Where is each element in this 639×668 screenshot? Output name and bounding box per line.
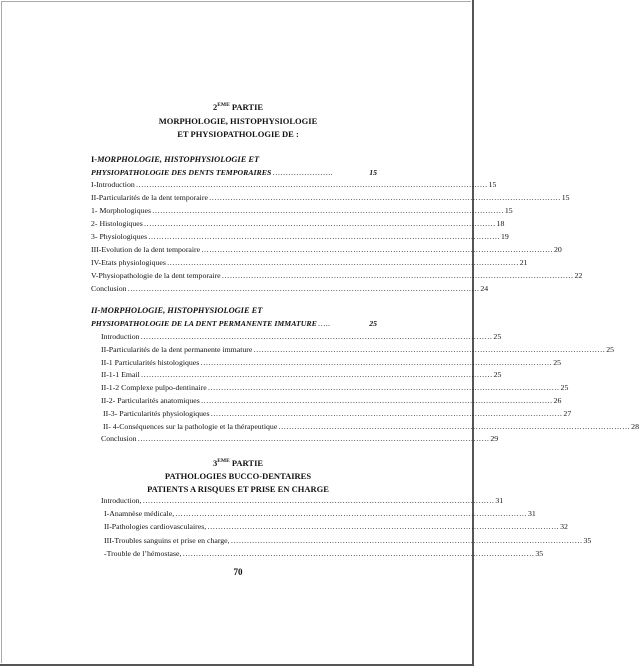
toc-entry (101, 357, 561, 367)
leader-dots: ………………….. (272, 168, 333, 177)
toc-entry-label: II-1 Particularités histologiques (101, 357, 200, 367)
leader-dots: …………………………………………………………………………………………………………………… (142, 496, 495, 505)
section2-heading-line2 (91, 319, 377, 328)
toc-entry-label: II-Pathologies cardiovasculaires, (104, 522, 207, 532)
toc-entry-label: 3- Physiologiques (91, 232, 148, 241)
toc-entry-label: III-Troubles sanguins et prise en charge, (104, 535, 230, 545)
toc-entry (91, 219, 505, 228)
section2-heading-line1: II-MORPHOLOGIE, HISTOPHYSIOLOGIE ET (91, 306, 263, 315)
section2-heading-page: 25 (369, 319, 377, 328)
toc-entry-label: II-3- Particularités physiologiques (103, 408, 210, 418)
toc-entry-page: 32 (560, 522, 568, 532)
part2-sup: EME (217, 102, 230, 108)
leader-dots: ….. (317, 319, 331, 328)
toc-entry (101, 344, 614, 354)
toc-entry-label: Conclusion (101, 434, 137, 444)
part2-word: PARTIE (229, 102, 264, 112)
toc-entry-page: 29 (490, 434, 499, 444)
leader-dots: …………………………………………………………………………………………………………………… (140, 332, 493, 341)
toc-entry (101, 383, 569, 393)
toc-entry-label: I-Introduction (91, 180, 135, 189)
leader-dots: …………………………………………………………………………………………………………………… (143, 219, 496, 228)
toc-entry (101, 496, 504, 505)
leader-dots: …………………………………………………………………………………………………………………… (221, 271, 574, 280)
part2-number: 2 (212, 102, 218, 112)
leader-dots: …………………………………………………………………………………………………………………… (127, 284, 480, 293)
toc-entry (91, 271, 583, 280)
page-number: 70 (233, 567, 243, 577)
toc-entry-page: 25 (493, 370, 502, 380)
toc-entry-page: 21 (519, 258, 528, 267)
toc-entry-label: Conclusion (91, 284, 127, 293)
leader-dots: …………………………………………………………………………………………………………………… (207, 522, 560, 532)
leader-dots: …………………………………………………………………………………………………………………… (140, 370, 493, 380)
leader-dots: …………………………………………………………………………………………………………………… (166, 258, 519, 267)
toc-entry-page: 15 (488, 180, 497, 189)
toc-entry-page: 25 (606, 344, 614, 354)
part3-title (0, 458, 476, 468)
toc-entry-page: 24 (480, 284, 489, 293)
leader-dots: …………………………………………………………………………………………………………………… (175, 509, 528, 519)
toc-entry-page: 19 (500, 232, 509, 241)
section1-heading-label: PHYSIOPATHOLOGIE DES DENTS TEMPORAIRES (91, 168, 272, 177)
part3-line1: PATHOLOGIES BUCCO-DENTAIRES (164, 471, 312, 481)
toc-entry-label: II-2- Particularités anatomiques (101, 396, 200, 405)
toc-entry-page: 22 (574, 271, 583, 280)
toc-entry-page: 28 (631, 421, 639, 431)
toc-entry-page: 18 (496, 219, 505, 228)
toc-entry (101, 434, 499, 444)
toc-entry-label: V-Physiopathologie de la dent temporaire (91, 271, 221, 280)
leader-dots: …………………………………………………………………………………………………………………… (137, 434, 490, 444)
toc-entry-page: 31 (528, 509, 536, 519)
leader-dots: …………………………………………………………………………………………………………………… (207, 383, 560, 393)
toc-entry-label: I-Anamnèse médicale, (104, 509, 175, 519)
toc-entry (104, 535, 592, 545)
part2-title (0, 102, 476, 112)
toc-entry (104, 522, 568, 532)
leader-dots: …………………………………………………………………………………………………………………… (210, 408, 563, 418)
part3-word: PARTIE (229, 458, 264, 468)
toc-entry-label: Introduction, (101, 496, 142, 505)
leader-dots: …………………………………………………………………………………………………………………… (200, 357, 553, 367)
toc-entry-label: IV-Etats physiologiques (91, 258, 166, 267)
part3-number: 3 (212, 458, 218, 468)
section1-heading-prefix: I- (91, 155, 98, 164)
leader-dots: …………………………………………………………………………………………………………………… (253, 344, 606, 354)
section1-heading-text: MORPHOLOGIE, HISTOPHYSIOLOGIE ET (97, 155, 260, 164)
toc-entry-page: 15 (561, 193, 570, 202)
toc-entry-page: 25 (553, 357, 561, 367)
leader-dots: …………………………………………………………………………………………………………………… (278, 421, 631, 431)
leader-dots: …………………………………………………………………………………………………………………… (135, 180, 488, 189)
toc-entry-page: 35 (535, 548, 544, 558)
leader-dots: …………………………………………………………………………………………………………………… (201, 245, 553, 254)
toc-entry-label: -Trouble de l’hémostase, (104, 548, 182, 558)
toc-entry (91, 284, 489, 293)
leader-dots: …………………………………………………………………………………………………………………… (182, 548, 535, 558)
toc-entry-page: 26 (553, 396, 562, 405)
section1-heading-line2 (91, 168, 377, 177)
section1-heading-page: 15 (369, 168, 377, 177)
toc-entry-label: 2- Histologiques (91, 219, 143, 228)
toc-entry-page: 20 (554, 245, 562, 254)
toc-entry-page: 35 (583, 535, 592, 545)
toc-entry (91, 206, 513, 215)
toc-entry-label: II-1-2 Complexe pulpo-dentinaire (101, 383, 207, 393)
part2-line1: MORPHOLOGIE, HISTOPHYSIOLOGIE (158, 116, 318, 126)
toc-entry (104, 509, 536, 519)
leader-dots: …………………………………………………………………………………………………………………… (152, 206, 504, 215)
section1-heading-line1 (91, 155, 259, 164)
toc-entry-label: II-1-1 Email (101, 370, 140, 380)
toc-entry-label: 1- Morphologiques (91, 206, 151, 215)
toc-entry (91, 232, 509, 241)
toc-entry (103, 408, 572, 418)
toc-entry (91, 193, 570, 202)
toc-entry-page: 25 (493, 332, 502, 341)
toc-entry (91, 180, 497, 189)
toc-entry (101, 370, 502, 380)
toc-entry (104, 548, 544, 558)
part2-line2: ET PHYSIOPATHOLOGIE DE : (177, 129, 299, 139)
toc-entry (91, 258, 528, 267)
section2-heading-label: PHYSIOPATHOLOGIE DE LA DENT PERMANENTE IMMATURE (91, 319, 317, 328)
toc-entry (103, 421, 639, 431)
toc-entry-label: II- 4-Conséquences sur la pathologie et la thérapeutique (103, 421, 278, 431)
toc-entry-page: 15 (504, 206, 513, 215)
toc-entry-page: 27 (563, 408, 572, 418)
toc-entry-label: II-Particularités de la dent temporaire (91, 193, 208, 202)
toc-entry (101, 396, 562, 405)
toc-entry (101, 332, 502, 341)
leader-dots: …………………………………………………………………………………………………………………… (208, 193, 561, 202)
leader-dots: …………………………………………………………………………………………………………………… (230, 535, 583, 545)
leader-dots: …………………………………………………………………………………………………………………… (148, 232, 500, 241)
toc-entry-label: III-Evolution de la dent temporaire (91, 245, 201, 254)
toc-entry (91, 245, 562, 254)
toc-entry-label: Introduction (101, 332, 140, 341)
toc-entry-page: 31 (495, 496, 504, 505)
toc-entry-page: 25 (560, 383, 569, 393)
part3-line2: PATIENTS A RISQUES ET PRISE EN CHARGE (147, 484, 329, 494)
toc-entry-label: II-Particularités de la dent permanente immature (101, 344, 253, 354)
leader-dots: …………………………………………………………………………………………………………………… (200, 396, 553, 405)
part3-sup: EME (217, 458, 230, 464)
